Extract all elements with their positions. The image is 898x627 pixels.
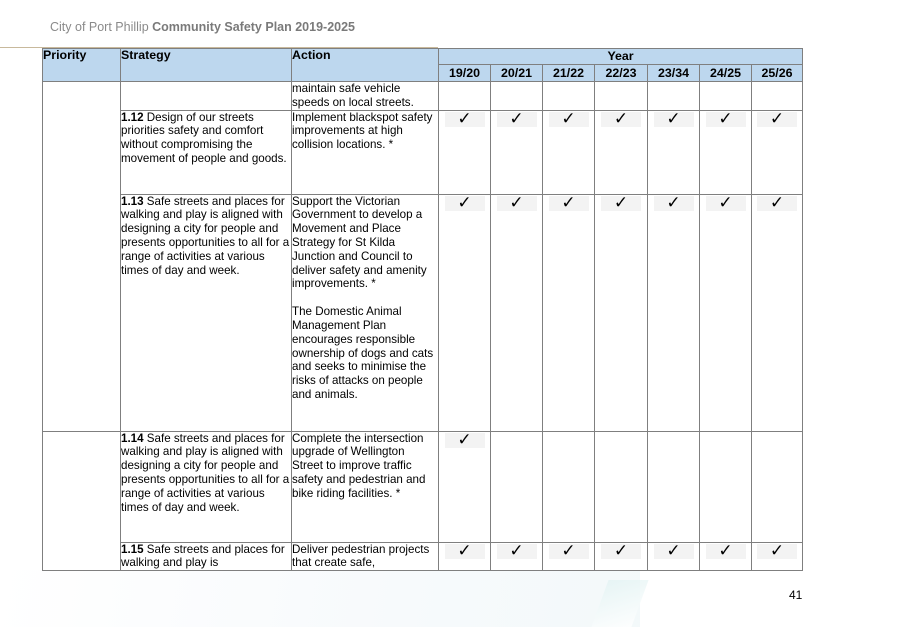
checkmark-icon: ✓: [445, 544, 485, 559]
strategy-number: 1.14: [121, 431, 144, 445]
action-text: maintain safe vehicle speeds on local streets.: [292, 82, 414, 109]
checkmark-icon: ✓: [601, 544, 641, 559]
year-header-25-26: 25/26: [752, 65, 803, 82]
strategy-text: Safe streets and places for walking and play is aligned with designing a city for people and presents opportunities to all for a range of activities at various times of day and week.: [121, 431, 290, 514]
tick-cell: [491, 82, 543, 111]
tick-cell: [439, 431, 491, 542]
checkmark-icon: ✓: [654, 196, 694, 211]
checkmark-icon: ✓: [654, 544, 694, 559]
table-row: [43, 431, 803, 542]
strategy-number: 1.15: [121, 542, 144, 556]
tick-cell: [595, 194, 648, 431]
background-decoration: [0, 570, 640, 627]
checkmark-icon: ✓: [757, 196, 797, 211]
year-header-22-23: 22/23: [595, 65, 648, 82]
checkmark-icon: ✓: [445, 433, 485, 448]
action-cell: [292, 110, 439, 194]
strategy-text: Safe streets and places for walking and play is: [121, 542, 285, 570]
strategy-cell: [121, 431, 292, 542]
table-row: [43, 542, 803, 571]
tick-cell: [439, 82, 491, 111]
tick-cell: [439, 110, 491, 194]
table-row: [43, 110, 803, 194]
action-plan-table: [42, 48, 803, 571]
priority-cell: [43, 431, 121, 571]
checkmark-icon: ✓: [497, 196, 537, 211]
tick-cell: [648, 110, 700, 194]
tick-cell: [543, 431, 595, 542]
tick-cell: [700, 194, 752, 431]
checkmark-icon: ✓: [706, 112, 746, 127]
checkmark-icon: ✓: [757, 544, 797, 559]
tick-cell: [439, 194, 491, 431]
checkmark-icon: ✓: [497, 544, 537, 559]
table-row: [43, 82, 803, 111]
checkmark-icon: ✓: [601, 196, 641, 211]
action-cell: [292, 194, 439, 431]
strategy-header: Strategy: [121, 49, 292, 82]
checkmark-icon: ✓: [654, 112, 694, 127]
checkmark-icon: ✓: [445, 112, 485, 127]
action-text: Complete the intersection upgrade of Wellington Street to improve traffic safety and pedestrian and bike riding facilities. *: [292, 431, 426, 500]
checkmark-icon: ✓: [497, 112, 537, 127]
action-cell: [292, 82, 439, 111]
year-group-header: Year: [439, 49, 803, 65]
page-number: 41: [789, 588, 803, 602]
tick-cell: [752, 82, 803, 111]
strategy-cell: [121, 542, 292, 571]
tick-cell: [543, 194, 595, 431]
tick-cell: [648, 194, 700, 431]
action-header: Action: [292, 49, 439, 82]
tick-cell: [700, 82, 752, 111]
checkmark-icon: ✓: [549, 112, 589, 127]
header-title: Community Safety Plan 2019-2025: [152, 20, 356, 34]
year-header-21-22: 21/22: [543, 65, 595, 82]
year-header-20-21: 20/21: [491, 65, 543, 82]
tick-cell: [491, 431, 543, 542]
priority-header: Priority: [43, 49, 121, 82]
tick-cell: [648, 431, 700, 542]
strategy-number: 1.12: [121, 110, 144, 124]
tick-cell: [700, 431, 752, 542]
strategy-text: Design of our streets priorities safety and comfort without compromising the movement of people and goods.: [121, 110, 287, 165]
year-header-24-25: 24/25: [700, 65, 752, 82]
action-cell: [292, 431, 439, 542]
action-text-secondary: The Domestic Animal Management Plan encourages responsible ownership of dogs and cats and seeks to minimise the risks of attacks on people and animals.: [292, 305, 434, 401]
strategy-cell: [121, 194, 292, 431]
action-text: Implement blackspot safety improvements at high collision locations. *: [292, 110, 433, 152]
tick-cell: [752, 431, 803, 542]
checkmark-icon: ✓: [601, 112, 641, 127]
strategy-text: Safe streets and places for walking and play is aligned with designing a city for people and presents opportunities to all for a range of activities at various times of day and week.: [121, 194, 290, 277]
tick-cell: [543, 82, 595, 111]
tick-cell: [648, 542, 700, 571]
tick-cell: [439, 542, 491, 571]
checkmark-icon: ✓: [706, 196, 746, 211]
action-cell: [292, 542, 439, 571]
strategy-cell: [121, 82, 292, 111]
page-header: [50, 20, 355, 34]
checkmark-icon: ✓: [445, 196, 485, 211]
tick-cell: [491, 110, 543, 194]
table-row: [43, 194, 803, 431]
tick-cell: [595, 431, 648, 542]
year-header-19-20: 19/20: [439, 65, 491, 82]
action-text: Deliver pedestrian projects that create safe,: [292, 542, 430, 570]
tick-cell: [700, 542, 752, 571]
tick-cell: [595, 82, 648, 111]
checkmark-icon: ✓: [706, 544, 746, 559]
checkmark-icon: ✓: [549, 544, 589, 559]
tick-cell: [648, 82, 700, 111]
tick-cell: [752, 194, 803, 431]
action-text: Support the Victorian Government to develop a Movement and Place Strategy for St Kilda Junction and Council to deliver safety and amenity improvements. *: [292, 194, 427, 291]
tick-cell: [595, 542, 648, 571]
checkmark-icon: ✓: [757, 112, 797, 127]
tick-cell: [543, 110, 595, 194]
tick-cell: [491, 194, 543, 431]
strategy-cell: [121, 110, 292, 194]
strategy-number: 1.13: [121, 194, 144, 208]
tick-cell: [752, 542, 803, 571]
tick-cell: [491, 542, 543, 571]
tick-cell: [595, 110, 648, 194]
priority-cell: [43, 82, 121, 432]
tick-cell: [752, 110, 803, 194]
checkmark-icon: ✓: [549, 196, 589, 211]
header-prefix: City of Port Phillip: [50, 20, 149, 34]
tick-cell: [700, 110, 752, 194]
year-header-23-34: 23/34: [648, 65, 700, 82]
tick-cell: [543, 542, 595, 571]
